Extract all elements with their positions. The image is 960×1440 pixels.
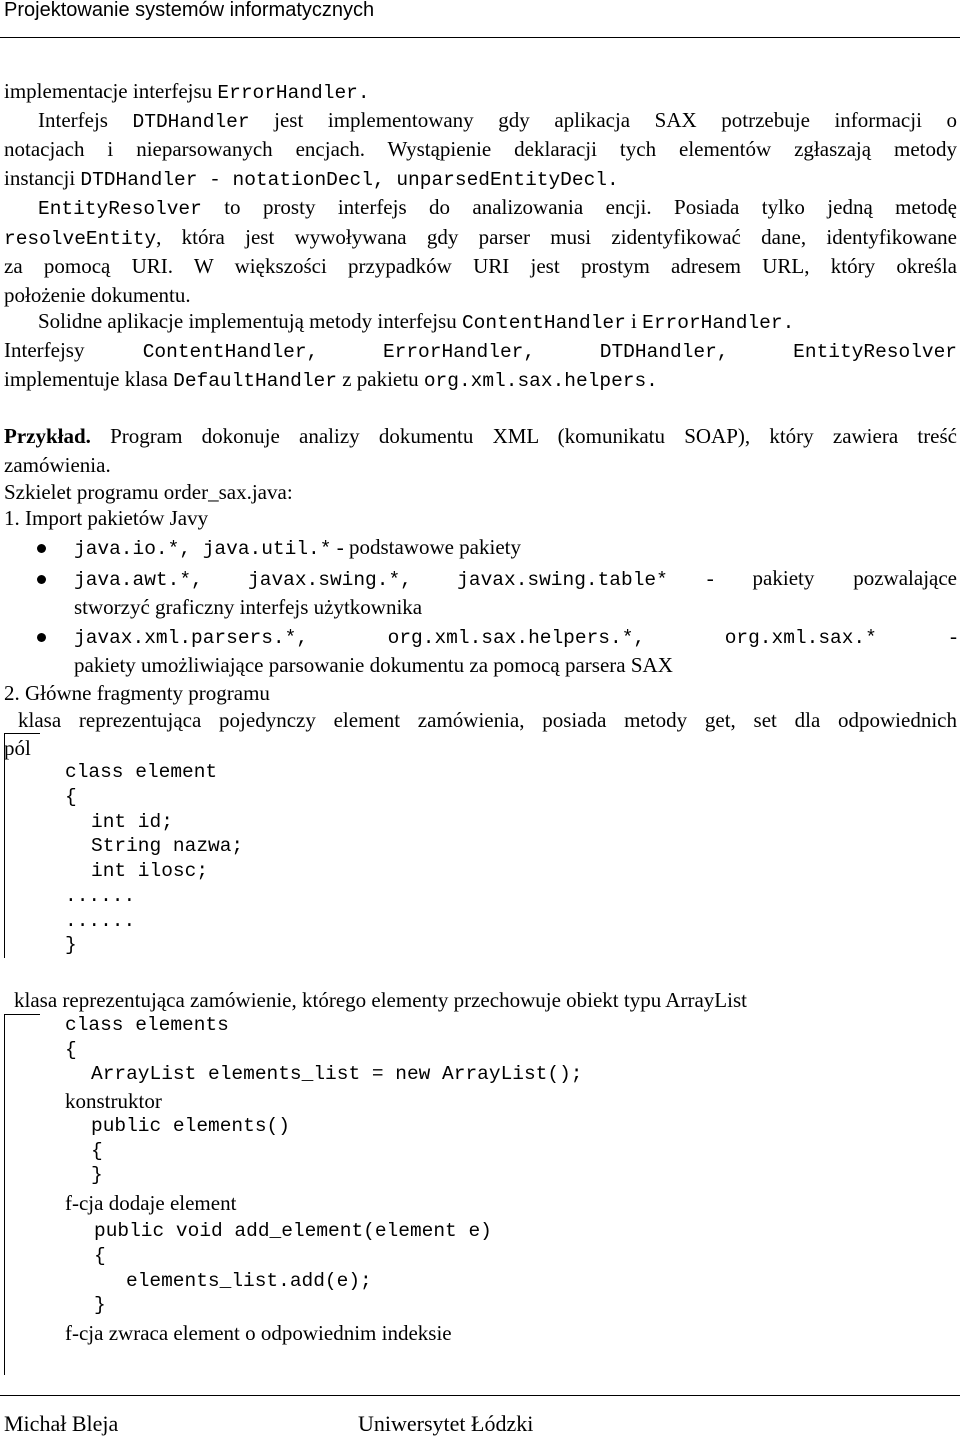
code-line: ArrayList elements_list = new ArrayList(); <box>91 1063 583 1085</box>
bullet-icon <box>37 575 46 584</box>
code-line: class element <box>65 761 218 783</box>
code-comment: f-cja dodaje element <box>65 1191 237 1215</box>
text-line: Szkielet programu order_sax.java: <box>4 480 293 504</box>
text-line: położenie dokumentu. <box>4 283 191 307</box>
bullet-icon <box>37 633 46 642</box>
code-line: class elements <box>65 1014 229 1036</box>
text-line: klasa reprezentująca pojedynczy element zamówienia, posiada metody get, set dla odpowiednich <box>18 708 957 732</box>
bullet-icon <box>37 544 46 553</box>
footer-university: Uniwersytet Łódzki <box>358 1411 534 1436</box>
code-line: elements_list.add(e); <box>126 1270 372 1292</box>
code-comment: f-cja zwraca element o odpowiednim indeksie <box>65 1321 452 1345</box>
code-line: } <box>65 934 77 956</box>
text-line: implementacje interfejsu ErrorHandler. <box>4 79 370 104</box>
code-line: ...... <box>65 910 136 932</box>
code-block-frame <box>4 733 40 958</box>
code-line: public elements() <box>91 1115 290 1137</box>
bullet-item-3: javax.xml.parsers.*, org.xml.sax.helpers.*, org.xml.sax.* - <box>74 624 957 649</box>
code-line: { <box>91 1140 103 1162</box>
text-line: resolveEntity, która jest wywoływana gdy parser musi zidentyfikować dane, identyfikowane <box>4 225 957 250</box>
code-line: } <box>94 1294 106 1316</box>
page-header-title: Projektowanie systemów informatycznych <box>4 0 375 21</box>
example-heading-line: Przykład. Program dokonuje analizy dokumentu XML (komunikatu SOAP), który zawiera treść <box>4 424 957 448</box>
code-line: { <box>94 1245 106 1267</box>
text-line: implementuje klasa DefaultHandler z pakietu org.xml.sax.helpers. <box>4 367 658 392</box>
step-2: 2. Główne fragmenty programu <box>4 681 270 705</box>
bullet-item-2: java.awt.*, javax.swing.*, javax.swing.table* - pakiety pozwalające <box>74 566 957 591</box>
code-block-frame <box>4 1014 40 1375</box>
bullet-item-1: java.io.*, java.util.* - podstawowe pakiety <box>74 535 521 560</box>
text-line: Interfejsy ContentHandler, ErrorHandler, DTDHandler, EntityResolver <box>4 338 958 363</box>
bullet-item-3-cont: pakiety umożliwiające parsowanie dokumentu za pomocą parsera SAX <box>74 653 673 677</box>
code-line: int id; <box>91 811 173 833</box>
code-line: ...... <box>65 885 136 907</box>
code-line: String nazwa; <box>91 835 244 857</box>
example-label: Przykład. <box>4 424 91 448</box>
header-divider <box>0 37 960 38</box>
footer-divider <box>0 1395 960 1396</box>
step-1: 1. Import pakietów Javy <box>4 506 209 530</box>
text-line: instancji DTDHandler - notationDecl, unparsedEntityDecl. <box>4 166 619 191</box>
text-line: zamówienia. <box>4 453 111 477</box>
code-line: public void add_element(element e) <box>94 1220 492 1242</box>
text-line: Solidne aplikacje implementują metody interfejsu ContentHandler i ErrorHandler. <box>38 309 795 334</box>
text-line: notacjach i nieparsowanych encjach. Wystąpienie deklaracji tych elementów zgłaszają metody <box>4 137 957 161</box>
code-line: { <box>65 786 77 808</box>
code-line: } <box>91 1164 103 1186</box>
text-line: EntityResolver to prosty interfejs do analizowania encji. Posiada tylko jedną metodę <box>38 195 957 220</box>
footer-author: Michał Bleja <box>4 1411 119 1436</box>
text-line: klasa reprezentująca zamówienie, którego elementy przechowuje obiekt typu ArrayList <box>14 988 747 1012</box>
code-comment: konstruktor <box>65 1089 162 1113</box>
text-line: Interfejs DTDHandler jest implementowany gdy aplikacja SAX potrzebuje informacji o <box>38 108 957 133</box>
code-line: { <box>65 1039 77 1061</box>
bullet-item-2-cont: stworzyć graficzny interfejs użytkownika <box>74 595 423 619</box>
text-line: za pomocą URI. W większości przypadków URI jest prostym adresem URL, który określa <box>4 254 957 278</box>
code-line: int ilosc; <box>91 860 209 882</box>
text-line: pól <box>4 736 31 760</box>
